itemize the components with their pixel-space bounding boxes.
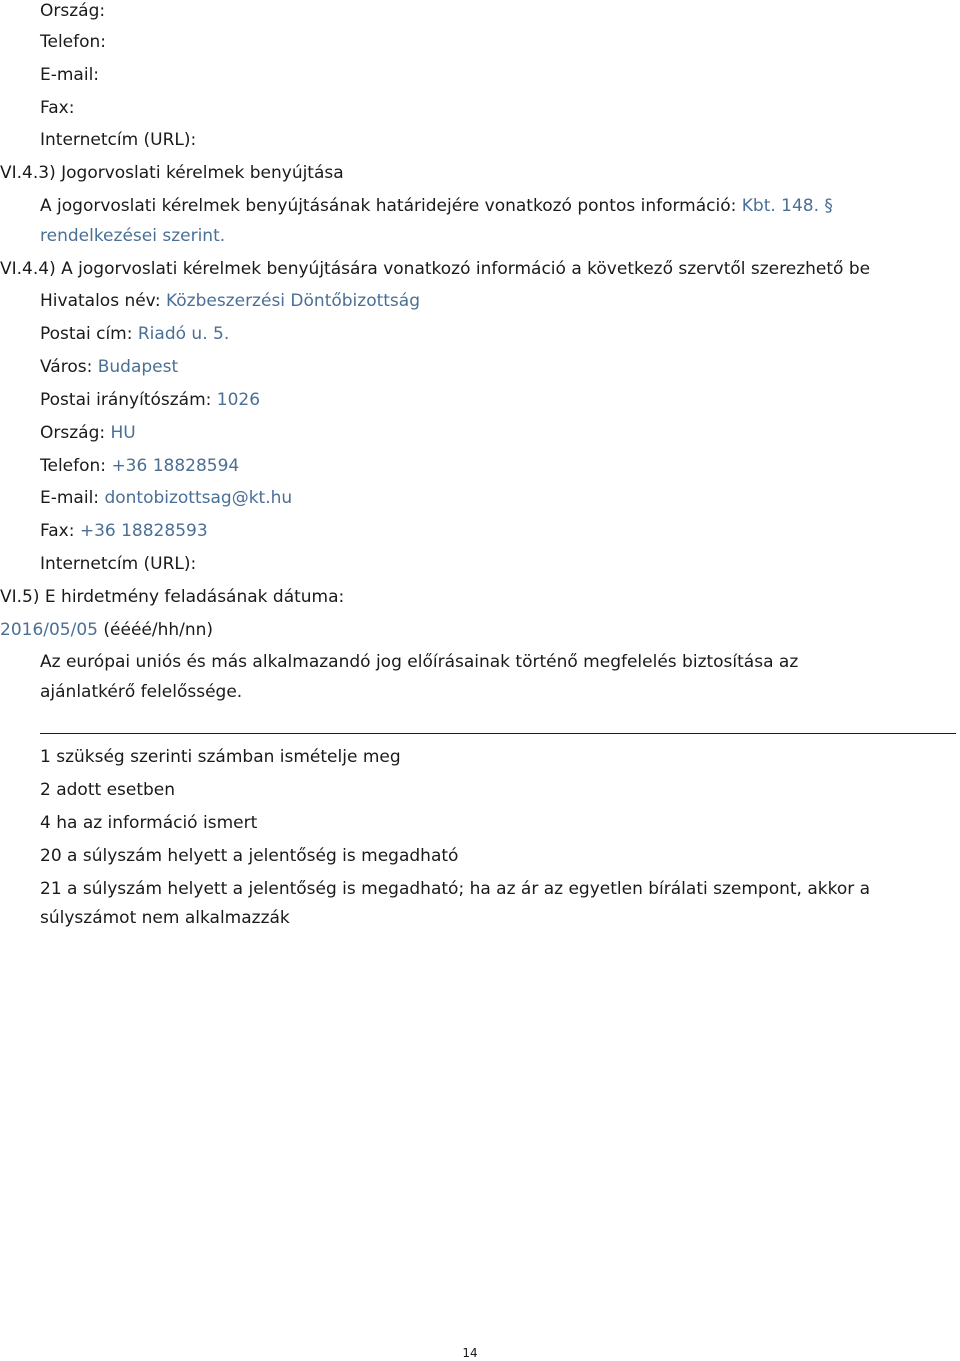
phone-row xyxy=(40,455,239,477)
fax-label-2: Fax: xyxy=(40,521,80,541)
deadline-info xyxy=(40,195,833,217)
email-row xyxy=(40,487,292,509)
official-name-row xyxy=(40,290,420,312)
fax-label: Fax: xyxy=(40,98,75,118)
postal-code-value: 1026 xyxy=(216,390,261,410)
country-row xyxy=(40,422,136,444)
country-label-2: Ország: xyxy=(40,423,111,443)
section-vi44-heading: VI.4.4) A jogorvoslati kérelmek benyújtására vonatkozó információ a következő szervtől szerezhető be xyxy=(0,259,871,279)
page-number: 14 xyxy=(462,1346,478,1360)
deadline-info-value: Kbt. 148. § xyxy=(741,196,833,216)
postal-code-row xyxy=(40,389,260,411)
disclaimer-line-2: ajánlatkérő felelőssége. xyxy=(40,682,243,702)
section-vi5-heading: VI.5) E hirdetmény feladásának dátuma: xyxy=(0,587,345,607)
section-vi43-heading: VI.4.3) Jogorvoslati kérelmek benyújtása xyxy=(0,163,344,183)
city-value: Budapest xyxy=(97,357,179,377)
email-label-2: E-mail: xyxy=(40,488,105,508)
footnote-2: 2 adott esetben xyxy=(40,780,176,800)
footnote-separator xyxy=(40,733,956,734)
postal-address-label: Postai cím: xyxy=(40,324,138,344)
dispatch-date-format: (éééé/hh/nn) xyxy=(97,620,214,640)
phone-value: +36 18828594 xyxy=(111,456,240,476)
footnote-21-line-1: 21 a súlyszám helyett a jelentőség is megadható; ha az ár az egyetlen bírálati szempont, akkor a xyxy=(40,879,871,899)
city-label: Város: xyxy=(40,357,98,377)
phone-label-2: Telefon: xyxy=(40,456,112,476)
postal-code-label: Postai irányítószám: xyxy=(40,390,217,410)
country-value: HU xyxy=(110,423,136,443)
official-name-value: Közbeszerzési Döntőbizottság xyxy=(165,291,420,311)
official-name-label: Hivatalos név: xyxy=(40,291,166,311)
email-value: dontobizottsag@kt.hu xyxy=(104,488,293,508)
city-row xyxy=(40,356,178,378)
deadline-info-value-cont: rendelkezései szerint. xyxy=(40,226,226,246)
deadline-info-label: A jogorvoslati kérelmek benyújtásának határidejére vonatkozó pontos információ: xyxy=(40,196,742,216)
country-label: Ország: xyxy=(40,1,106,21)
fax-row xyxy=(40,520,208,542)
disclaimer-line-1: Az európai uniós és más alkalmazandó jog előírásainak történő megfelelés biztosítása az xyxy=(40,652,799,672)
postal-address-value: Riadó u. 5. xyxy=(137,324,230,344)
postal-address-row xyxy=(40,323,229,345)
phone-label: Telefon: xyxy=(40,32,107,52)
url-label: Internetcím (URL): xyxy=(40,130,197,150)
footnote-20: 20 a súlyszám helyett a jelentőség is megadható xyxy=(40,846,459,866)
fax-value: +36 18828593 xyxy=(79,521,208,541)
email-label: E-mail: xyxy=(40,65,100,85)
footnote-21-line-2: súlyszámot nem alkalmazzák xyxy=(40,908,290,928)
dispatch-date-row xyxy=(0,619,213,641)
dispatch-date-value: 2016/05/05 xyxy=(0,620,98,640)
footnote-4: 4 ha az információ ismert xyxy=(40,813,258,833)
footnote-1: 1 szükség szerinti számban ismételje meg xyxy=(40,747,401,767)
url-label-2: Internetcím (URL): xyxy=(40,554,197,574)
